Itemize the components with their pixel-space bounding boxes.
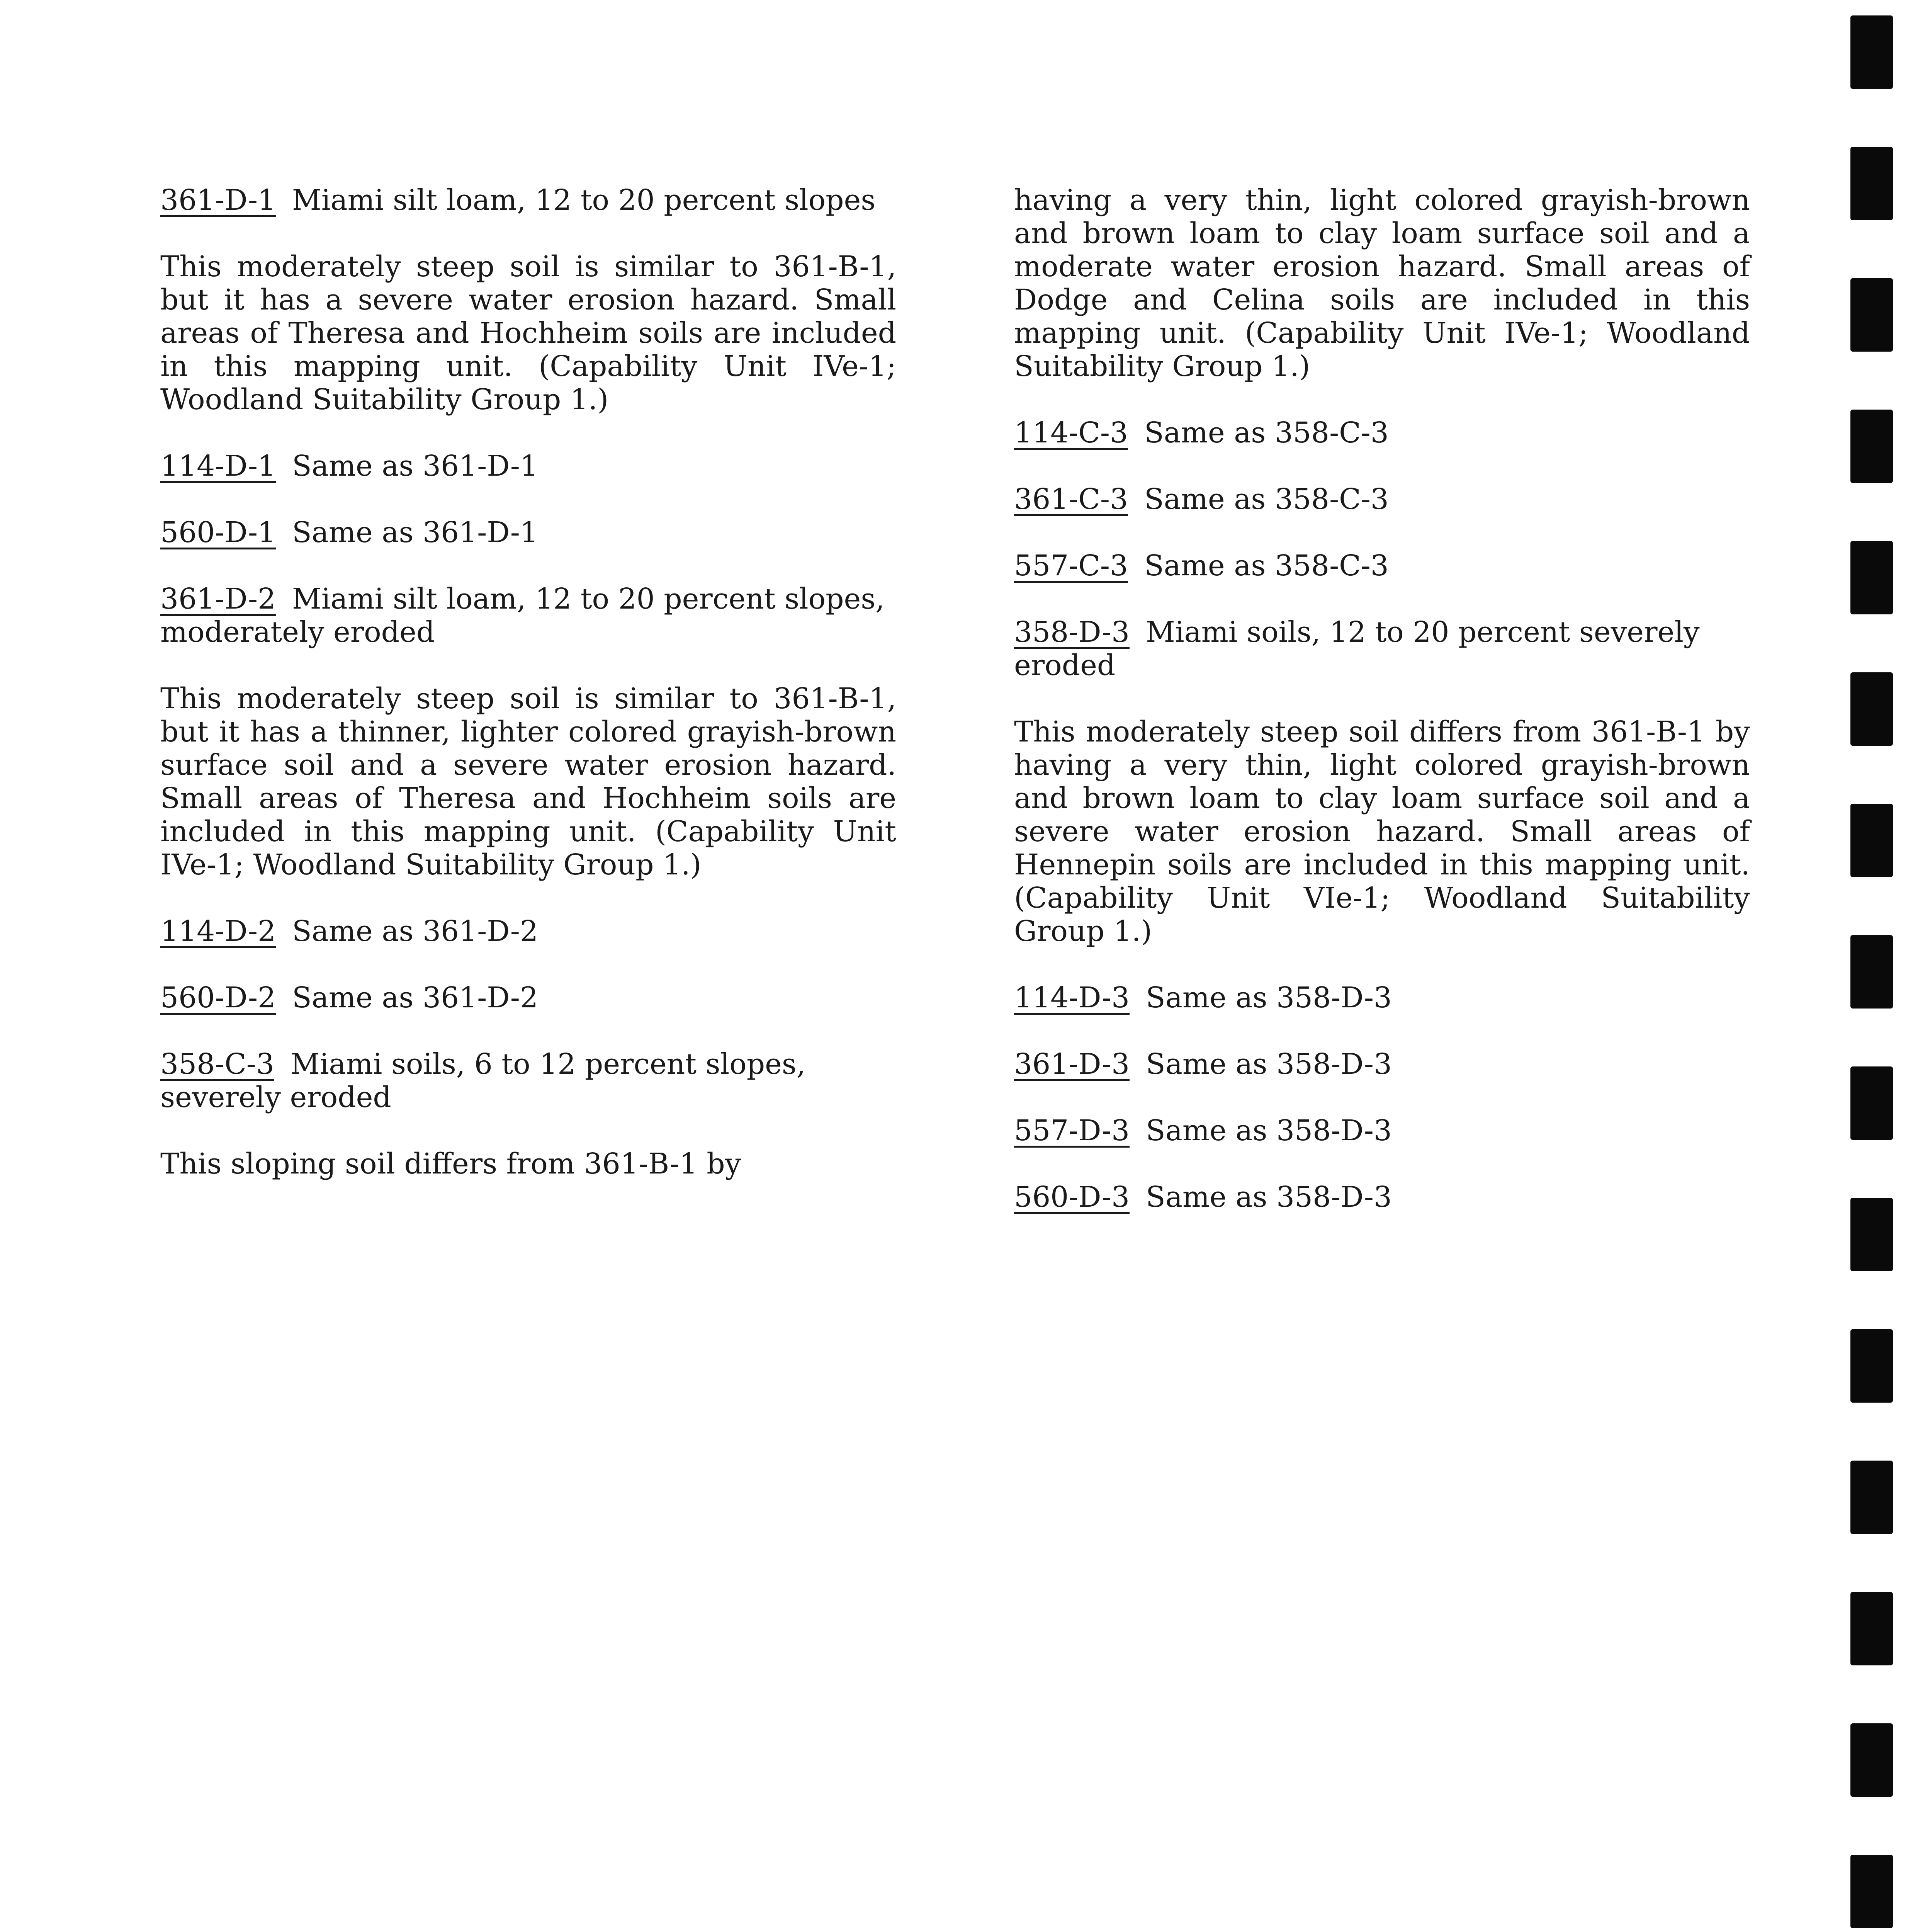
soil-title: Same as 358-D-3 (1146, 1048, 1392, 1081)
soil-title: Same as 361-D-2 (292, 915, 538, 948)
soil-title: Miami silt loam, 12 to 20 percent slopes (292, 184, 876, 217)
right-column (1014, 184, 1750, 1247)
soil-code: 557-D-3 (1014, 1114, 1130, 1147)
soil-title: Same as 361-D-2 (292, 981, 538, 1014)
soil-title: Miami silt loam, 12 to 20 percent slopes, moderately eroded (160, 582, 885, 649)
soil-code: 114-C-3 (1014, 416, 1128, 449)
binder-tab (1850, 1198, 1893, 1271)
soil-title: Same as 361-D-1 (292, 516, 538, 549)
soil-description: This sloping soil differs from 361-B-1 by (160, 1147, 741, 1180)
binder-tab (1850, 541, 1893, 614)
soil-description: This moderately steep soil is similar to 361-B-1, but it has a severe water erosion hazard. Small areas of Theresa and Hochheim soils are included in this mapping unit. (Capability Unit IVe-1; Woodland Suitability Group 1.) (160, 250, 896, 416)
soil-code: 361-D-2 (160, 582, 276, 616)
soil-code: 114-D-3 (1014, 981, 1130, 1014)
binder-tab (1850, 672, 1893, 746)
soil-code: 361-C-3 (1014, 483, 1128, 516)
soil-entry (1014, 416, 1750, 449)
soil-entry (1014, 1114, 1750, 1147)
binder-tab (1850, 410, 1893, 483)
soil-code: 560-D-1 (160, 516, 276, 549)
soil-code: 358-C-3 (160, 1048, 274, 1081)
soil-description: This moderately steep soil is similar to 361-B-1, but it has a thinner, lighter colored grayish-brown surface soil and a severe water erosion hazard. Small areas of Theresa and Hochheim soils are included in this mapping unit. (Capability Unit IVe-1; Woodland Suitability Group 1.) (160, 682, 896, 881)
binder-tab (1850, 278, 1893, 352)
soil-code: 361-D-3 (1014, 1048, 1130, 1081)
soil-code: 361-D-1 (160, 184, 276, 217)
binder-tab (1850, 1723, 1893, 1797)
soil-title: Same as 361-D-1 (292, 449, 538, 483)
soil-title: Same as 358-D-3 (1146, 1180, 1392, 1214)
soil-code: 560-D-2 (160, 981, 276, 1014)
soil-entry (160, 184, 896, 217)
soil-entry (1014, 549, 1750, 582)
binder-tab (1850, 935, 1893, 1009)
soil-entry (1014, 981, 1750, 1014)
soil-title: Same as 358-D-3 (1146, 981, 1392, 1014)
binder-tab (1850, 1066, 1893, 1140)
soil-entry (160, 449, 896, 483)
soil-code: 114-D-1 (160, 449, 276, 483)
soil-title: Same as 358-C-3 (1144, 416, 1389, 449)
soil-entry (160, 1048, 896, 1114)
soil-entry (1014, 616, 1750, 682)
soil-title: Same as 358-D-3 (1146, 1114, 1392, 1147)
binder-tab (1850, 1855, 1893, 1928)
binder-tab (1850, 804, 1893, 877)
left-column (160, 184, 896, 1214)
soil-entry (160, 582, 896, 649)
binder-edge-marks (1850, 0, 1893, 1932)
soil-code: 358-D-3 (1014, 616, 1130, 649)
soil-entry (1014, 1180, 1750, 1214)
soil-code: 560-D-3 (1014, 1180, 1130, 1214)
soil-code: 557-C-3 (1014, 549, 1128, 582)
binder-tab (1850, 1461, 1893, 1534)
binder-tab (1850, 1592, 1893, 1665)
binder-tab (1850, 147, 1893, 220)
binder-tab (1850, 1329, 1893, 1403)
soil-code: 114-D-2 (160, 915, 276, 948)
soil-title: Miami soils, 12 to 20 percent severely eroded (1014, 616, 1700, 682)
soil-title: Same as 358-C-3 (1144, 483, 1389, 516)
soil-description: This moderately steep soil differs from 361-B-1 by having a very thin, light colored grayish-brown and brown loam to clay loam surface soil and a severe water erosion hazard. Small areas of Hennepin soils are included in this mapping unit. (Capability Unit VIe-1; Woodland Suitability Group 1.) (1014, 715, 1750, 948)
soil-title: Miami soils, 6 to 12 percent slopes, severely eroded (160, 1048, 806, 1114)
soil-entry (160, 915, 896, 948)
binder-tab (1850, 15, 1893, 89)
soil-title: Same as 358-C-3 (1144, 549, 1389, 582)
soil-description: having a very thin, light colored grayish-brown and brown loam to clay loam surface soil and a moderate water erosion hazard. Small areas of Dodge and Celina soils are included in this mapping unit. (Capability Unit IVe-1; Woodland Suitability Group 1.) (1014, 184, 1750, 383)
soil-entry (1014, 483, 1750, 516)
soil-entry (160, 981, 896, 1014)
soil-entry (160, 516, 896, 549)
soil-entry (1014, 1048, 1750, 1081)
